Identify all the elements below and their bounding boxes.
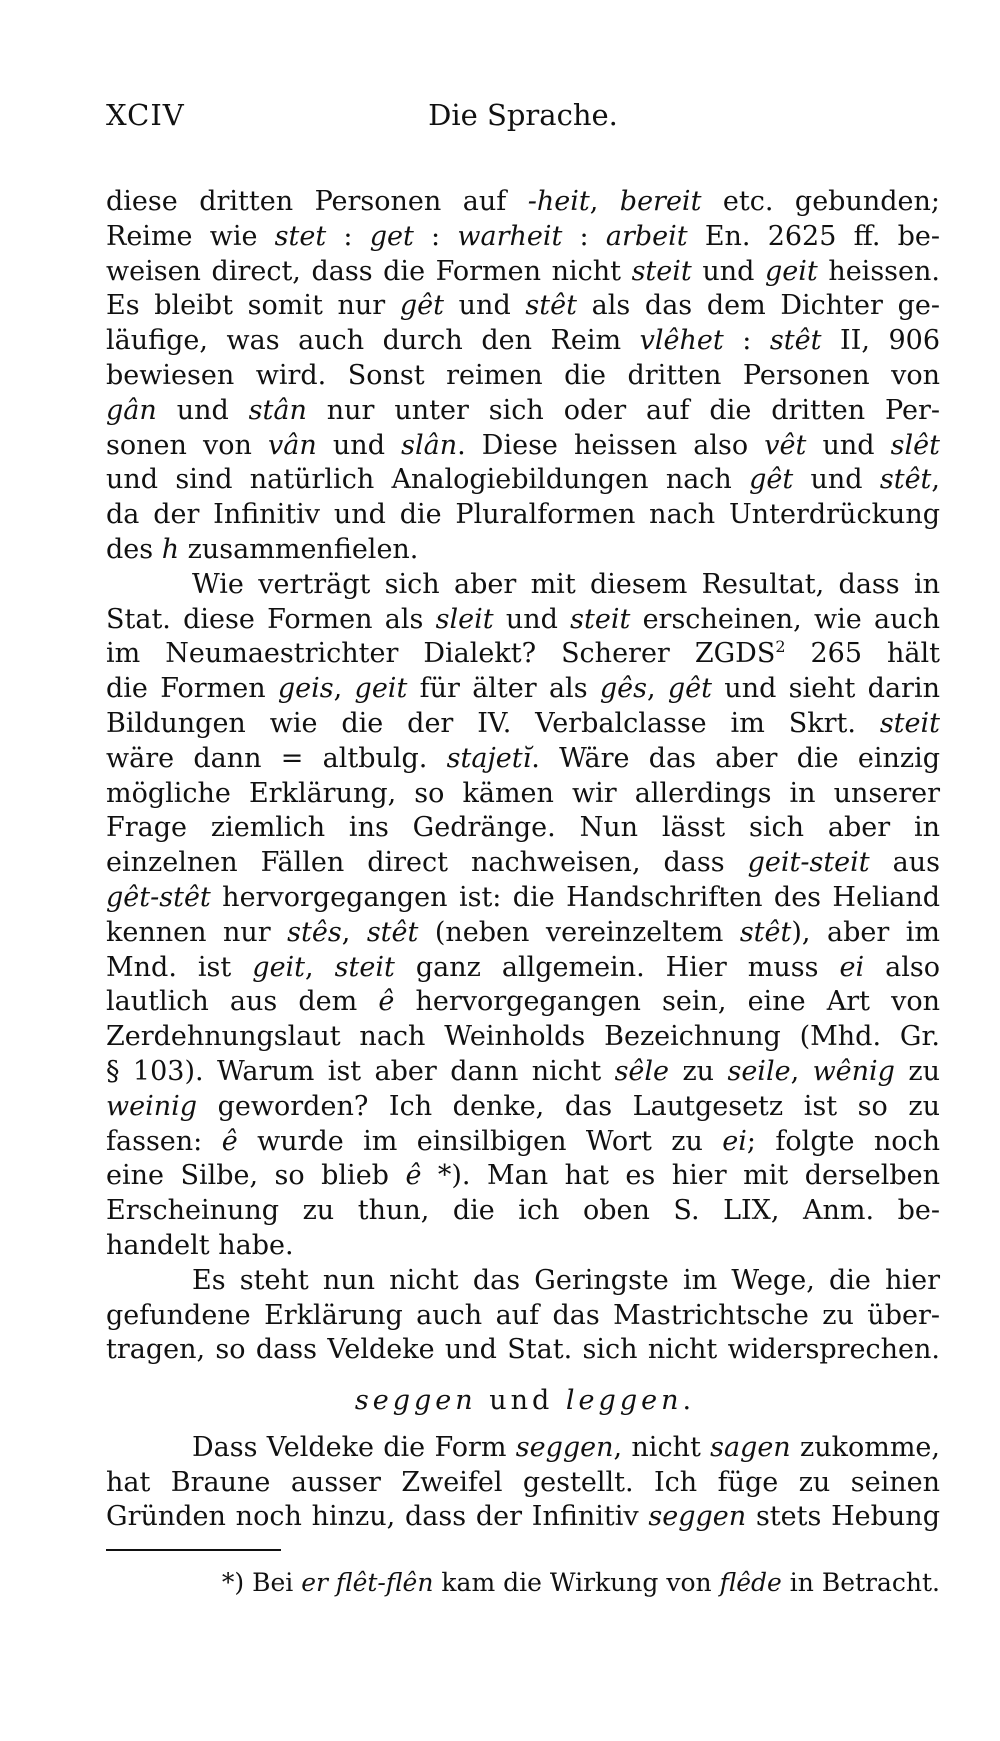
text-line: einzelnen Fällen direct nachweisen, dass geit-steit aus	[106, 847, 940, 879]
footnote: *) Bei er flêt-flên kam die Wirkung von flêde in Betracht.	[221, 1568, 940, 1597]
text-line: wäre dann = altbulg. stajetĭ. Wäre das aber die einzig	[106, 742, 940, 774]
text-line: mögliche Erklärung, so kämen wir allerdings in unserer	[106, 777, 940, 809]
text-line: kennen nur stês, stêt (neben vereinzeltem stêt), aber im	[106, 916, 940, 948]
section-heading: seggen und leggen.	[354, 1385, 692, 1417]
main-text	[106, 185, 940, 1535]
text-line: da der Infinitiv und die Pluralformen nach Unterdrückung	[106, 499, 940, 531]
text-line: hat Braune ausser Zweifel gestellt. Ich füge zu seinen	[106, 1466, 940, 1498]
text-line: die Formen geis, geit für älter als gês, gêt und sieht darin	[106, 673, 940, 705]
text-line: Es steht nun nicht das Geringste im Wege, die hier	[192, 1264, 940, 1296]
paragraph	[106, 185, 940, 568]
text-line: fassen: ê wurde im einsilbigen Wort zu ei; folgte noch	[106, 1125, 940, 1157]
text-line: im Neumaestrichter Dialekt? Scherer ZGDS$^2$ 265 hält	[106, 637, 940, 670]
text-line: Wie verträgt sich aber mit diesem Resultat, dass in	[192, 568, 940, 600]
paragraph	[106, 568, 940, 1264]
text-line: Mnd. ist geit, steit ganz allgemein. Hier muss ei also	[106, 951, 940, 983]
text-line: Zerdehnungslaut nach Weinholds Bezeichnung (Mhd. Gr.	[106, 1021, 940, 1053]
text-line: und sind natürlich Analogiebildungen nach gêt und stêt,	[106, 464, 941, 496]
text-line: Stat. diese Formen als sleit und steit erscheinen, wie auch	[106, 603, 940, 635]
text-line: gêt-stêt hervorgegangen ist: die Handschriften des Heliand	[106, 881, 940, 913]
text-line: bewiesen wird. Sonst reimen die dritten Personen von	[106, 359, 940, 391]
text-line: weisen direct, dass die Formen nicht steit und geit heissen.	[106, 255, 940, 287]
text-line: Erscheinung zu thun, die ich oben S. LIX, Anm. be-	[106, 1195, 940, 1227]
text-line: handelt habe.	[106, 1229, 294, 1261]
text-line: läufige, was auch durch den Reim vlêhet : stêt II, 906	[106, 325, 940, 357]
text-line: Dass Veldeke die Form seggen, nicht sagen zukomme,	[192, 1431, 940, 1463]
text-line: sonen von vân und slân. Diese heissen also vêt und slêt	[106, 429, 940, 461]
footnote-rule	[106, 1549, 281, 1551]
paragraph	[106, 1431, 940, 1535]
running-title: Die Sprache.	[428, 98, 618, 132]
paragraph	[106, 1264, 940, 1368]
text-line: Frage ziemlich ins Gedränge. Nun lässt sich aber in	[106, 812, 940, 844]
text-line: weinig geworden? Ich denke, das Lautgesetz ist so zu	[106, 1090, 940, 1122]
text-line: eine Silbe, so blieb ê *). Man hat es hier mit derselben	[106, 1160, 940, 1192]
text-line: diese dritten Personen auf -heit, bereit etc. gebunden;	[106, 186, 940, 217]
text-line: lautlich aus dem ê hervorgegangen sein, eine Art von	[106, 986, 940, 1018]
text-line: Es bleibt somit nur gêt und stêt als das dem Dichter ge-	[106, 290, 940, 322]
text-line: des h zusammenfielen.	[106, 533, 419, 565]
text-line: Reime wie stet : get : warheit : arbeit En. 2625 ff. be-	[106, 220, 941, 252]
text-line: § 103). Warum ist aber dann nicht sêle zu seile, wênig zu	[106, 1055, 940, 1087]
text-line: Bildungen wie die der IV. Verbalclasse im Skrt. steit	[106, 707, 940, 739]
page-number: XCIV	[106, 98, 185, 132]
text-line: Gründen noch hinzu, dass der Infinitiv seggen stets Hebung	[106, 1501, 940, 1533]
text-line: gân und stân nur unter sich oder auf die dritten Per-	[106, 394, 940, 426]
text-line: tragen, so dass Veldeke und Stat. sich nicht widersprechen.	[106, 1334, 940, 1366]
page-header	[106, 98, 940, 138]
text-line: gefundene Erklärung auch auf das Mastrichtsche zu über-	[106, 1299, 940, 1331]
